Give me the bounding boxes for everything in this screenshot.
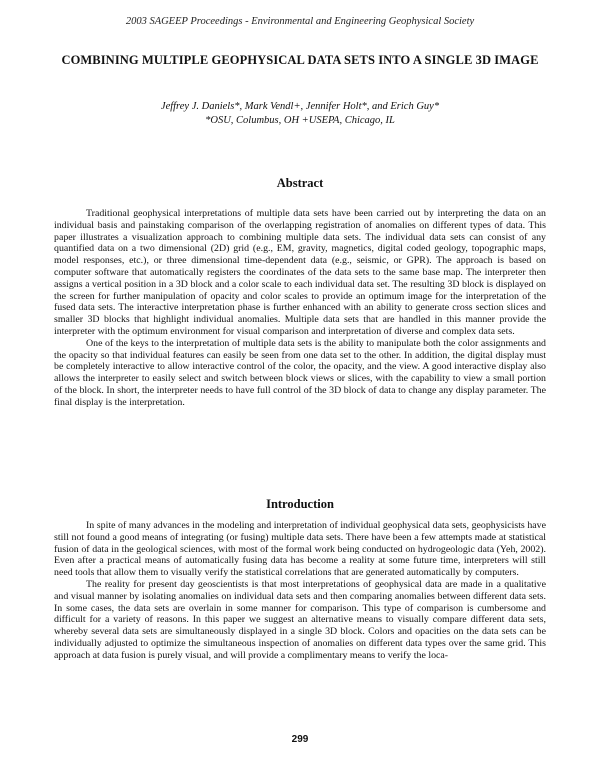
- author-affiliations: *OSU, Columbus, OH +USEPA, Chicago, IL: [205, 115, 395, 126]
- introduction-body: [54, 520, 546, 662]
- abstract-heading: Abstract: [276, 176, 324, 190]
- abstract-body: [54, 208, 546, 409]
- abstract-paragraph-2: One of the keys to the interpretation of multiple data sets is the ability to manipulate both the color assignments and the opacity so that individual features can easily be seen from one data set to the other. In addition, the digital display must be completely interactive to allow interactive control of the color, the opacity, and the view. A good interactive display also allows the interpreter to easily select and switch between block views or slices, with the capability to view a small portion of the block. In short, the interpreter needs to have full control of the 3D block of data to change any display parameter. The final display is the interpretation.: [54, 337, 546, 408]
- introduction-paragraph-2: The reality for present day geoscientists is that most interpretations of geophysical data are made in a qualitative and visual manner by isolating anomalies on individual data sets and then comparing anomalies between different data sets. In some cases, the data sets are overlain in some manner for comparison. This type of comparison is cumbersome and difficult for a variety of reasons. In this paper we suggest an alternative means to visually compare different data sets, whereby several data sets are simultaneously displayed in a single 3D block. Colors and opacities on the data sets can be individually adjusted to optimize the simultaneous inspection of anomalies on different data types over the same grid. This approach at data fusion is purely visual, and will provide a complimentary means to verify the loca-: [54, 578, 546, 661]
- introduction-heading: Introduction: [266, 497, 334, 511]
- introduction-paragraph-1: In spite of many advances in the modeling and interpretation of individual geophysical data sets, geophysicists have still not found a good means of integrating (or fusing) multiple data sets. There have been a few attempts made at statistical fusion of data in the geological sciences, with most of the formal work being conducted on hydrogeologic data (Yeh, 2002). Even after a practical means of automatically fusing data has become a reality at some future time, interpreters will still need tools that allow them to visually verify the statistical correlations that are generated automatically by computers.: [54, 520, 546, 579]
- page-number: 299: [291, 734, 309, 745]
- running-head: 2003 SAGEEP Proceedings - Environmental and Engineering Geophysical Society: [125, 16, 475, 27]
- author-block: [0, 100, 600, 128]
- paper-title: COMBINING MULTIPLE GEOPHYSICAL DATA SETS INTO A SINGLE 3D IMAGE: [61, 53, 539, 67]
- author-names: Jeffrey J. Daniels*, Mark Vendl+, Jennifer Holt*, and Erich Guy*: [160, 101, 440, 112]
- abstract-paragraph-1: Traditional geophysical interpretations of multiple data sets have been carried out by interpreting the data on an individual basis and painstaking comparison of the overlapping registration of anomalies on different types of data. This paper illustrates a visualization approach to combining multiple data sets. The individual data sets can consist of any quantified data on a two dimensional (2D) grid (e.g., EM, gravity, magnetics, digital coded geology, topographic maps, model responses, etc.), or three dimensional time-dependent data (e.g., seismic, or GPR). The approach is based on computer software that automatically registers the coordinates of the data sets to the same base map. The interpreter then assigns a vertical position in a 3D block and a color scale to each individual data set. The resulting 3D block is displayed on the screen for further manipulation of opacity and color scales to provide an optimum image for the interpretation of the fused data sets. The interactive interpretation phase is further enhanced with an ability to generate cross section slices and smaller 3D blocks that highlight individual anomalies. Multiple data sets that are handled in this manner provide the interpreter with the optimum environment for visual comparison and interpretation of diverse and complex data sets.: [54, 208, 546, 337]
